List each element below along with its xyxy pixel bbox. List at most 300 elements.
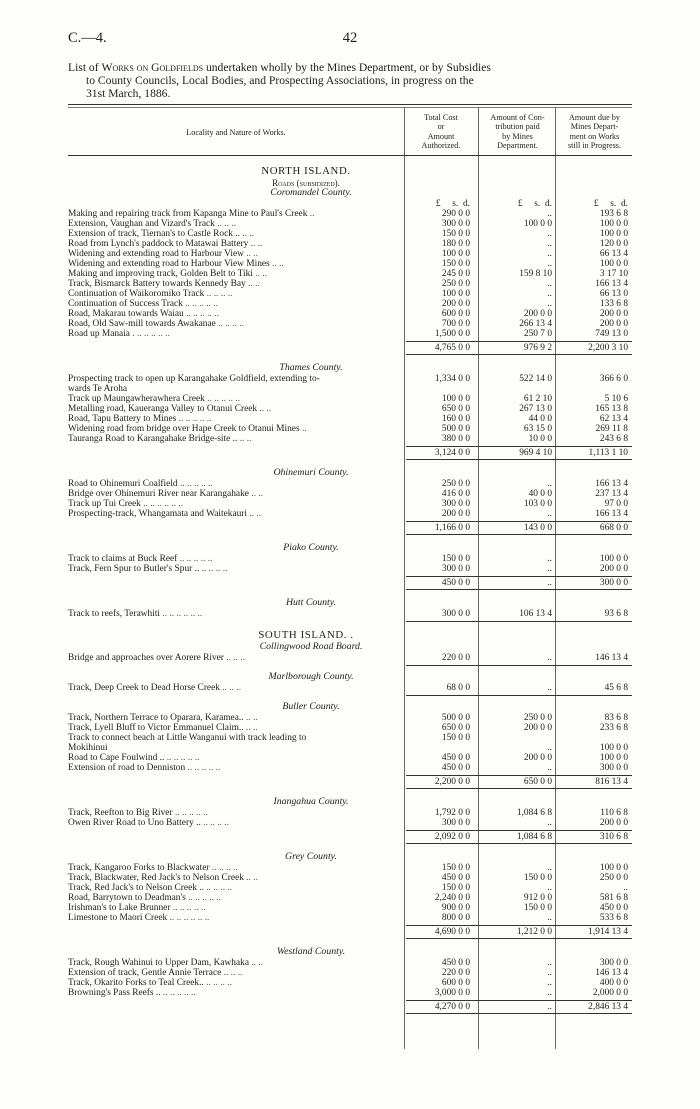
table-row	[68, 683, 632, 693]
contribution-cell: 61 2 10	[523, 394, 552, 404]
total-cost-cell: 245 0 0	[441, 269, 470, 279]
table-row	[68, 269, 632, 279]
spacer	[68, 590, 632, 598]
amount-due-cell: 133 6 8	[599, 299, 628, 309]
total-cost-cell: 150 0 0	[441, 883, 470, 893]
table-row	[68, 229, 632, 239]
work-description-text: Road, Barrytown to Deadman's	[68, 893, 186, 903]
leader-dots: .. .. .. .. ..	[185, 763, 221, 773]
work-description-text: Browning's Pass Reefs ..	[68, 988, 161, 998]
column-header-total-cost	[406, 113, 476, 153]
county-heading: Buller County.	[282, 701, 340, 712]
county-heading: Westland County.	[276, 946, 346, 957]
subtotal-rule-bottom	[406, 459, 632, 460]
table-row	[68, 753, 632, 763]
work-description	[68, 414, 404, 424]
contribution-cell: ..	[547, 279, 552, 289]
column-header-line: Mines Depart-	[570, 122, 619, 132]
work-description	[68, 808, 404, 818]
spacer	[68, 939, 632, 947]
column-header-rule	[68, 155, 632, 156]
work-description-text: Track, Okarito Forks to Teal Creek..	[68, 978, 204, 988]
works-table	[68, 164, 632, 1022]
amount-due-cell: 193 6 8	[599, 209, 628, 219]
subtotal-amount-due: 668 0 0	[599, 523, 628, 533]
spacer	[68, 844, 632, 852]
total-cost-cell: 1,500 0 0	[434, 329, 470, 339]
table-row	[68, 374, 632, 384]
county-heading: Grey County.	[285, 851, 337, 862]
spacer	[68, 789, 632, 797]
currency-units: £ s. d.	[593, 199, 628, 209]
table-row	[68, 873, 632, 883]
total-cost-cell: 100 0 0	[441, 394, 470, 404]
subtotal-rule-bottom	[406, 354, 632, 355]
amount-due-cell: 66 13 0	[599, 289, 628, 299]
total-cost-cell: 150 0 0	[441, 863, 470, 873]
leader-dots: .. .. ..	[219, 683, 242, 693]
work-description	[68, 753, 404, 763]
work-description-text: Track to claims at Buck Reef	[68, 554, 178, 564]
work-description	[68, 968, 404, 978]
table-row	[68, 404, 632, 414]
contribution-cell: ..	[547, 913, 552, 923]
work-description-text: Metalling road, Kaueranga Valley to Otanui Creek	[68, 404, 258, 414]
contribution-cell: ..	[547, 763, 552, 773]
amount-due-cell: 237 13 4	[595, 489, 628, 499]
work-description-text: Extension of track, Gentle Annie Terrace	[68, 968, 222, 978]
leader-dots: .. .. .. .. ..	[172, 808, 208, 818]
subtotal-total-cost: 450 0 0	[441, 578, 470, 588]
contribution-cell: 522 14 0	[519, 374, 552, 384]
subtotal-amount-due: 2,846 13 4	[588, 1002, 628, 1012]
column-header-line: Amount of Con-	[490, 113, 545, 122]
contribution-cell: ..	[547, 554, 552, 564]
table-row	[68, 978, 632, 988]
work-description	[68, 564, 404, 574]
work-description	[68, 863, 404, 873]
work-description-text: Continuation of Waikoromiko Track	[68, 289, 205, 299]
table-row	[68, 329, 632, 339]
subtotal-contribution: 650 0 0	[523, 777, 552, 787]
work-description-text: Extension of road to Denniston	[68, 763, 186, 773]
table-row	[68, 968, 632, 978]
work-description-text: Irishman's to Lake Brunner	[68, 903, 171, 913]
subtotal-amount-due: 1,113 1 10	[588, 448, 628, 458]
column-header-line: or	[437, 122, 445, 132]
total-cost-cell: 600 0 0	[441, 309, 470, 319]
total-cost-cell: 220 0 0	[441, 653, 470, 663]
leader-dots: .. .. .. .. ..	[185, 893, 221, 903]
leader-dots: .. ..	[257, 404, 272, 414]
amount-due-cell: 97 0 0	[604, 499, 628, 509]
total-cost-cell: 650 0 0	[441, 404, 470, 414]
amount-due-cell: ..	[623, 883, 628, 893]
leader-dots: .. ..	[243, 873, 258, 883]
total-cost-cell: 300 0 0	[441, 564, 470, 574]
table-row	[68, 434, 632, 444]
leader-dots: .. .. .. .. .. ..	[140, 499, 184, 509]
work-description-text: Track, Kangaroo Forks to Blackwater	[68, 863, 210, 873]
table-row	[68, 249, 632, 259]
work-description	[68, 988, 404, 998]
contribution-cell: ..	[547, 299, 552, 309]
work-description	[68, 499, 404, 509]
table-row	[68, 713, 632, 723]
total-cost-cell: 300 0 0	[441, 818, 470, 828]
amount-due-cell: 533 6 8	[599, 913, 628, 923]
subtotal-total-cost: 4,765 0 0	[434, 343, 470, 353]
total-cost-cell: 220 0 0	[441, 968, 470, 978]
column-header-line: Amount	[427, 131, 455, 141]
work-description-text: Prospecting-track, Whangamata and Waitekauri	[68, 509, 248, 519]
work-description	[68, 229, 404, 239]
amount-due-cell: 83 6 8	[604, 713, 628, 723]
table-row	[68, 903, 632, 913]
work-description-text: Track, Fern Spur to Butler's Spur ..	[68, 564, 200, 574]
total-cost-cell: 100 0 0	[441, 249, 470, 259]
work-description-text: Extension of track, Tiernan's to Castle Rock ..	[68, 229, 240, 239]
spacer	[68, 460, 632, 468]
work-description-text: Making and improving track, Golden Belt to Tiki	[68, 269, 253, 279]
contribution-cell: ..	[547, 958, 552, 968]
currency-units: £ s. d.	[517, 199, 552, 209]
table-row	[68, 509, 632, 519]
subtotal-amount-due: 2,200 3 10	[588, 343, 628, 353]
contribution-cell: 103 0 0	[523, 499, 552, 509]
table-row	[68, 499, 632, 509]
work-description-text: Track to connect beach at Little Wanganui with track leading to	[68, 733, 307, 743]
amount-due-cell: 100 0 0	[599, 219, 628, 229]
leader-dots: .. ..	[248, 239, 263, 249]
table-row	[68, 489, 632, 499]
contribution-cell: ..	[547, 479, 552, 489]
work-description-text: Owen River Road to Uno Battery ..	[68, 818, 201, 828]
total-cost-cell: 500 0 0	[441, 713, 470, 723]
subtotal-contribution: 143 0 0	[523, 523, 552, 533]
subtotal-rule	[406, 341, 632, 342]
work-description-text: Track, Deep Creek to Dead Horse Creek	[68, 683, 220, 693]
work-description	[68, 713, 404, 723]
county-heading: Ohinemuri County.	[273, 467, 349, 478]
leader-dots: .. ..	[243, 713, 258, 723]
table-row	[68, 289, 632, 299]
total-cost-cell: 200 0 0	[441, 509, 470, 519]
table-row	[68, 653, 632, 663]
contribution-cell: ..	[547, 289, 552, 299]
contribution-cell: ..	[547, 988, 552, 998]
total-cost-cell: 450 0 0	[441, 753, 470, 763]
contribution-cell: 1,084 6 8	[516, 808, 552, 818]
contribution-cell: ..	[547, 259, 552, 269]
amount-due-cell: 269 11 8	[595, 424, 628, 434]
contribution-cell: 250 0 0	[523, 713, 552, 723]
table-row	[68, 319, 632, 329]
table-row	[68, 913, 632, 923]
work-description	[68, 384, 404, 394]
leader-dots: .. ..	[248, 958, 264, 968]
contribution-cell: 159 8 10	[519, 269, 552, 279]
total-cost-cell: 450 0 0	[441, 873, 470, 883]
work-description	[68, 893, 404, 903]
work-description-text: Road to Ohinemuri Coalfield	[68, 479, 178, 489]
total-cost-cell: 700 0 0	[441, 319, 470, 329]
contribution-cell: ..	[547, 863, 552, 873]
column-header-line: Total Cost	[424, 113, 458, 122]
column-header-line: by Mines	[502, 131, 533, 141]
spacer	[68, 1014, 632, 1022]
amount-due-cell: 66 13 4	[599, 249, 628, 259]
subtotal-contribution: ..	[547, 1002, 552, 1012]
contribution-cell: ..	[547, 683, 552, 693]
amount-due-cell: 166 13 4	[595, 509, 628, 519]
amount-due-cell: 100 0 0	[599, 753, 628, 763]
column-header-line: tribution paid	[495, 122, 540, 132]
amount-due-cell: 250 0 0	[599, 873, 628, 883]
total-cost-cell: 200 0 0	[441, 299, 470, 309]
table-row	[68, 883, 632, 893]
work-description	[68, 913, 404, 923]
subtotal-total-cost: 2,092 0 0	[434, 832, 470, 842]
subtotal-row	[68, 773, 632, 789]
work-description-text: Road, Makarau towards Waiau	[68, 309, 184, 319]
table-row	[68, 609, 632, 619]
work-description-text: Track up Tui Creek	[68, 499, 141, 509]
amount-due-cell: 200 0 0	[599, 309, 628, 319]
work-description-text: Track, Lyell Bluff to Victor Emmanuel Claim..	[68, 723, 244, 733]
subtotal-rule	[406, 925, 632, 926]
amount-due-cell: 146 13 4	[595, 968, 628, 978]
amount-due-cell: 166 13 4	[595, 279, 628, 289]
subtotal-contribution: 1,212 0 0	[516, 927, 552, 937]
total-cost-cell: 450 0 0	[441, 958, 470, 968]
leader-dots: .. ..	[243, 723, 258, 733]
section-rule	[406, 621, 632, 622]
amount-due-cell: 300 0 0	[599, 958, 628, 968]
amount-due-cell: 166 13 4	[595, 479, 628, 489]
contribution-cell: 912 0 0	[523, 893, 552, 903]
amount-due-cell: 165 13 8	[595, 404, 628, 414]
leader-dots: .. .. .. ..	[199, 564, 228, 574]
subtotal-rule-bottom	[406, 589, 632, 590]
work-description-text: Track, Reefton to Big River	[68, 808, 173, 818]
leader-dots: .. .. ..	[214, 219, 236, 229]
work-description-text: wards Te Aroha	[68, 384, 128, 394]
county-heading: Marlborough County.	[268, 671, 354, 682]
contribution-cell: ..	[547, 653, 552, 663]
island-heading: NORTH ISLAND.	[261, 165, 351, 177]
subtotal-rule-bottom	[406, 938, 632, 939]
leader-dots: .. .. .. ..	[215, 319, 244, 329]
amount-due-cell: 100 0 0	[599, 554, 628, 564]
leader-dots: .. .. ..	[221, 968, 243, 978]
table-row	[68, 863, 632, 873]
work-description-text: Widening and extending road to Harbour View Mines	[68, 259, 270, 269]
table-top-rule-inner	[68, 107, 632, 108]
table-row	[68, 259, 632, 269]
leader-dots: .. ..	[243, 249, 258, 259]
amount-due-cell: 62 13 4	[599, 414, 628, 424]
section-end-rule	[68, 693, 632, 702]
work-description-text: Bridge over Ohinemuri River near Karangahake	[68, 489, 249, 499]
total-cost-cell: 500 0 0	[441, 424, 470, 434]
work-description	[68, 319, 404, 329]
leader-dots: .. .. .. ..	[209, 863, 238, 873]
work-description	[68, 269, 404, 279]
county-heading: Thames County.	[279, 362, 343, 373]
column-header-line: ment on Works	[569, 131, 620, 141]
work-description	[68, 329, 404, 339]
total-cost-cell: 300 0 0	[441, 219, 470, 229]
amount-due-cell: 450 0 0	[599, 903, 628, 913]
page-heading	[68, 62, 632, 100]
leader-dots: .. .. .. .. ..	[204, 394, 240, 404]
leader-dots: ..	[307, 209, 315, 219]
subtotal-rule	[406, 576, 632, 577]
contribution-cell: 267 13 0	[519, 404, 552, 414]
contribution-cell: ..	[547, 743, 552, 753]
leader-dots: .. .. .. .. .. ..	[167, 913, 210, 923]
total-cost-cell: 450 0 0	[441, 763, 470, 773]
county-heading: Piako County.	[283, 542, 339, 553]
table-row	[68, 763, 632, 773]
subtotal-total-cost: 2,200 0 0	[434, 777, 470, 787]
subtotal-rule-bottom	[406, 843, 632, 844]
leader-dots: .. .. .. .. ..	[177, 554, 213, 564]
total-cost-cell: 650 0 0	[441, 723, 470, 733]
subtotal-rule-bottom	[406, 534, 632, 535]
work-description	[68, 374, 404, 384]
work-description	[68, 509, 404, 519]
page-number: 42	[342, 30, 358, 46]
county-heading: Inangahua County.	[273, 796, 349, 807]
subtotal-total-cost: 4,270 0 0	[434, 1002, 470, 1012]
table-row	[68, 818, 632, 828]
roads-subheading: Roads (subsidized).	[272, 178, 340, 188]
amount-due-cell: 581 6 8	[599, 893, 628, 903]
work-description	[68, 554, 404, 564]
contribution-cell: 40 0 0	[528, 489, 552, 499]
section-rule	[406, 695, 632, 696]
contribution-cell: 150 0 0	[523, 903, 552, 913]
currency-units-row	[68, 199, 632, 209]
leader-dots: .. .. .. .. ..	[160, 988, 196, 998]
amount-due-cell: 200 0 0	[599, 818, 628, 828]
amount-due-cell: 100 0 0	[599, 863, 628, 873]
island-heading: SOUTH ISLAND. .	[258, 629, 354, 641]
table-row	[68, 893, 632, 903]
work-description	[68, 818, 404, 828]
subtotal-row	[68, 574, 632, 590]
total-cost-cell: 150 0 0	[441, 259, 470, 269]
work-description	[68, 249, 404, 259]
amount-due-cell: 200 0 0	[599, 319, 628, 329]
work-description-text: Mokihinui	[68, 743, 108, 753]
leader-dots: .. ..	[237, 434, 252, 444]
total-cost-cell: 250 0 0	[441, 479, 470, 489]
amount-due-cell: 3 17 10	[599, 269, 628, 279]
work-description	[68, 489, 404, 499]
subtotal-row	[68, 339, 632, 355]
section-end-rule	[68, 619, 632, 628]
table-row	[68, 309, 632, 319]
work-description-text: Continuation of Success Track	[68, 299, 183, 309]
work-description	[68, 958, 404, 968]
table-row	[68, 988, 632, 998]
total-cost-cell: 600 0 0	[441, 978, 470, 988]
work-description-text: Road up Manaia	[68, 329, 130, 339]
column-header-locality: Locality and Nature of Works.	[186, 128, 286, 137]
work-description	[68, 873, 404, 883]
total-cost-cell: 160 0 0	[441, 414, 470, 424]
subtotal-rule	[406, 775, 632, 776]
heading-line1-smallcaps: Works on Goldfields	[101, 61, 204, 74]
amount-due-cell: 110 6 8	[600, 808, 628, 818]
subtotal-total-cost: 3,124 0 0	[434, 448, 470, 458]
work-description-text: Road, Old Saw-mill towards Awakanae	[68, 319, 216, 329]
contribution-cell: 106 13 4	[519, 609, 552, 619]
amount-due-cell: 100 0 0	[599, 259, 628, 269]
table-row	[68, 723, 632, 733]
total-cost-cell: 300 0 0	[441, 609, 470, 619]
table-row	[68, 564, 632, 574]
work-description-text: Tauranga Road to Karangahake Bridge-site ..	[68, 434, 238, 444]
document-reference: C.—4.	[68, 30, 107, 46]
leader-dots: .. .. ..	[223, 653, 246, 663]
contribution-cell: ..	[547, 883, 552, 893]
contribution-cell: 266 13 4	[519, 319, 552, 329]
county-heading: Hutt County.	[285, 597, 337, 608]
table-row	[68, 414, 632, 424]
heading-line1-prefix: List of	[68, 61, 102, 74]
work-description-text: Widening and extending road to Harbour View	[68, 249, 244, 259]
amount-due-cell: 146 13 4	[595, 653, 628, 663]
subtotal-contribution: 1,084 6 8	[516, 832, 552, 842]
contribution-cell: ..	[547, 249, 552, 259]
contribution-cell: 200 0 0	[523, 753, 552, 763]
total-cost-cell: 300 0 0	[441, 499, 470, 509]
total-cost-cell: 3,000 0 0	[434, 988, 470, 998]
amount-due-cell: 5 10 6	[604, 394, 628, 404]
work-description	[68, 733, 404, 743]
contribution-cell: ..	[547, 818, 552, 828]
contribution-cell: 63 15 0	[523, 424, 552, 434]
total-cost-cell: 380 0 0	[441, 434, 470, 444]
work-description	[68, 279, 404, 289]
work-description-text: Road to Cape Foulwind ..	[68, 753, 165, 763]
section-end-rule	[68, 663, 632, 672]
amount-due-cell: 366 6 0	[599, 374, 628, 384]
work-description	[68, 309, 404, 319]
work-description	[68, 424, 404, 434]
subtotal-contribution: 976 9 2	[523, 343, 552, 353]
total-cost-cell: 800 0 0	[441, 913, 470, 923]
subtotal-amount-due: 300 0 0	[599, 578, 628, 588]
subtotal-total-cost: 1,166 0 0	[434, 523, 470, 533]
work-description-text: Extension, Vaughan and Vizard's Track	[68, 219, 215, 229]
leader-dots: .. ..	[247, 509, 262, 519]
subtotal-rule-bottom	[406, 788, 632, 789]
currency-units: £ s. d.	[435, 199, 470, 209]
leader-dots: .. .. .. .. ..	[164, 753, 200, 763]
work-description	[68, 259, 404, 269]
work-description-text: Widening road from bridge over Hape Creek to Otanui Mines	[68, 424, 300, 434]
heading-line2: to County Councils, Local Bodies, and Prospecting Associations, in progress on the	[86, 73, 474, 87]
table-row	[68, 384, 632, 394]
work-description	[68, 239, 404, 249]
total-cost-cell: 2,240 0 0	[434, 893, 470, 903]
leader-dots: ..	[299, 424, 307, 434]
